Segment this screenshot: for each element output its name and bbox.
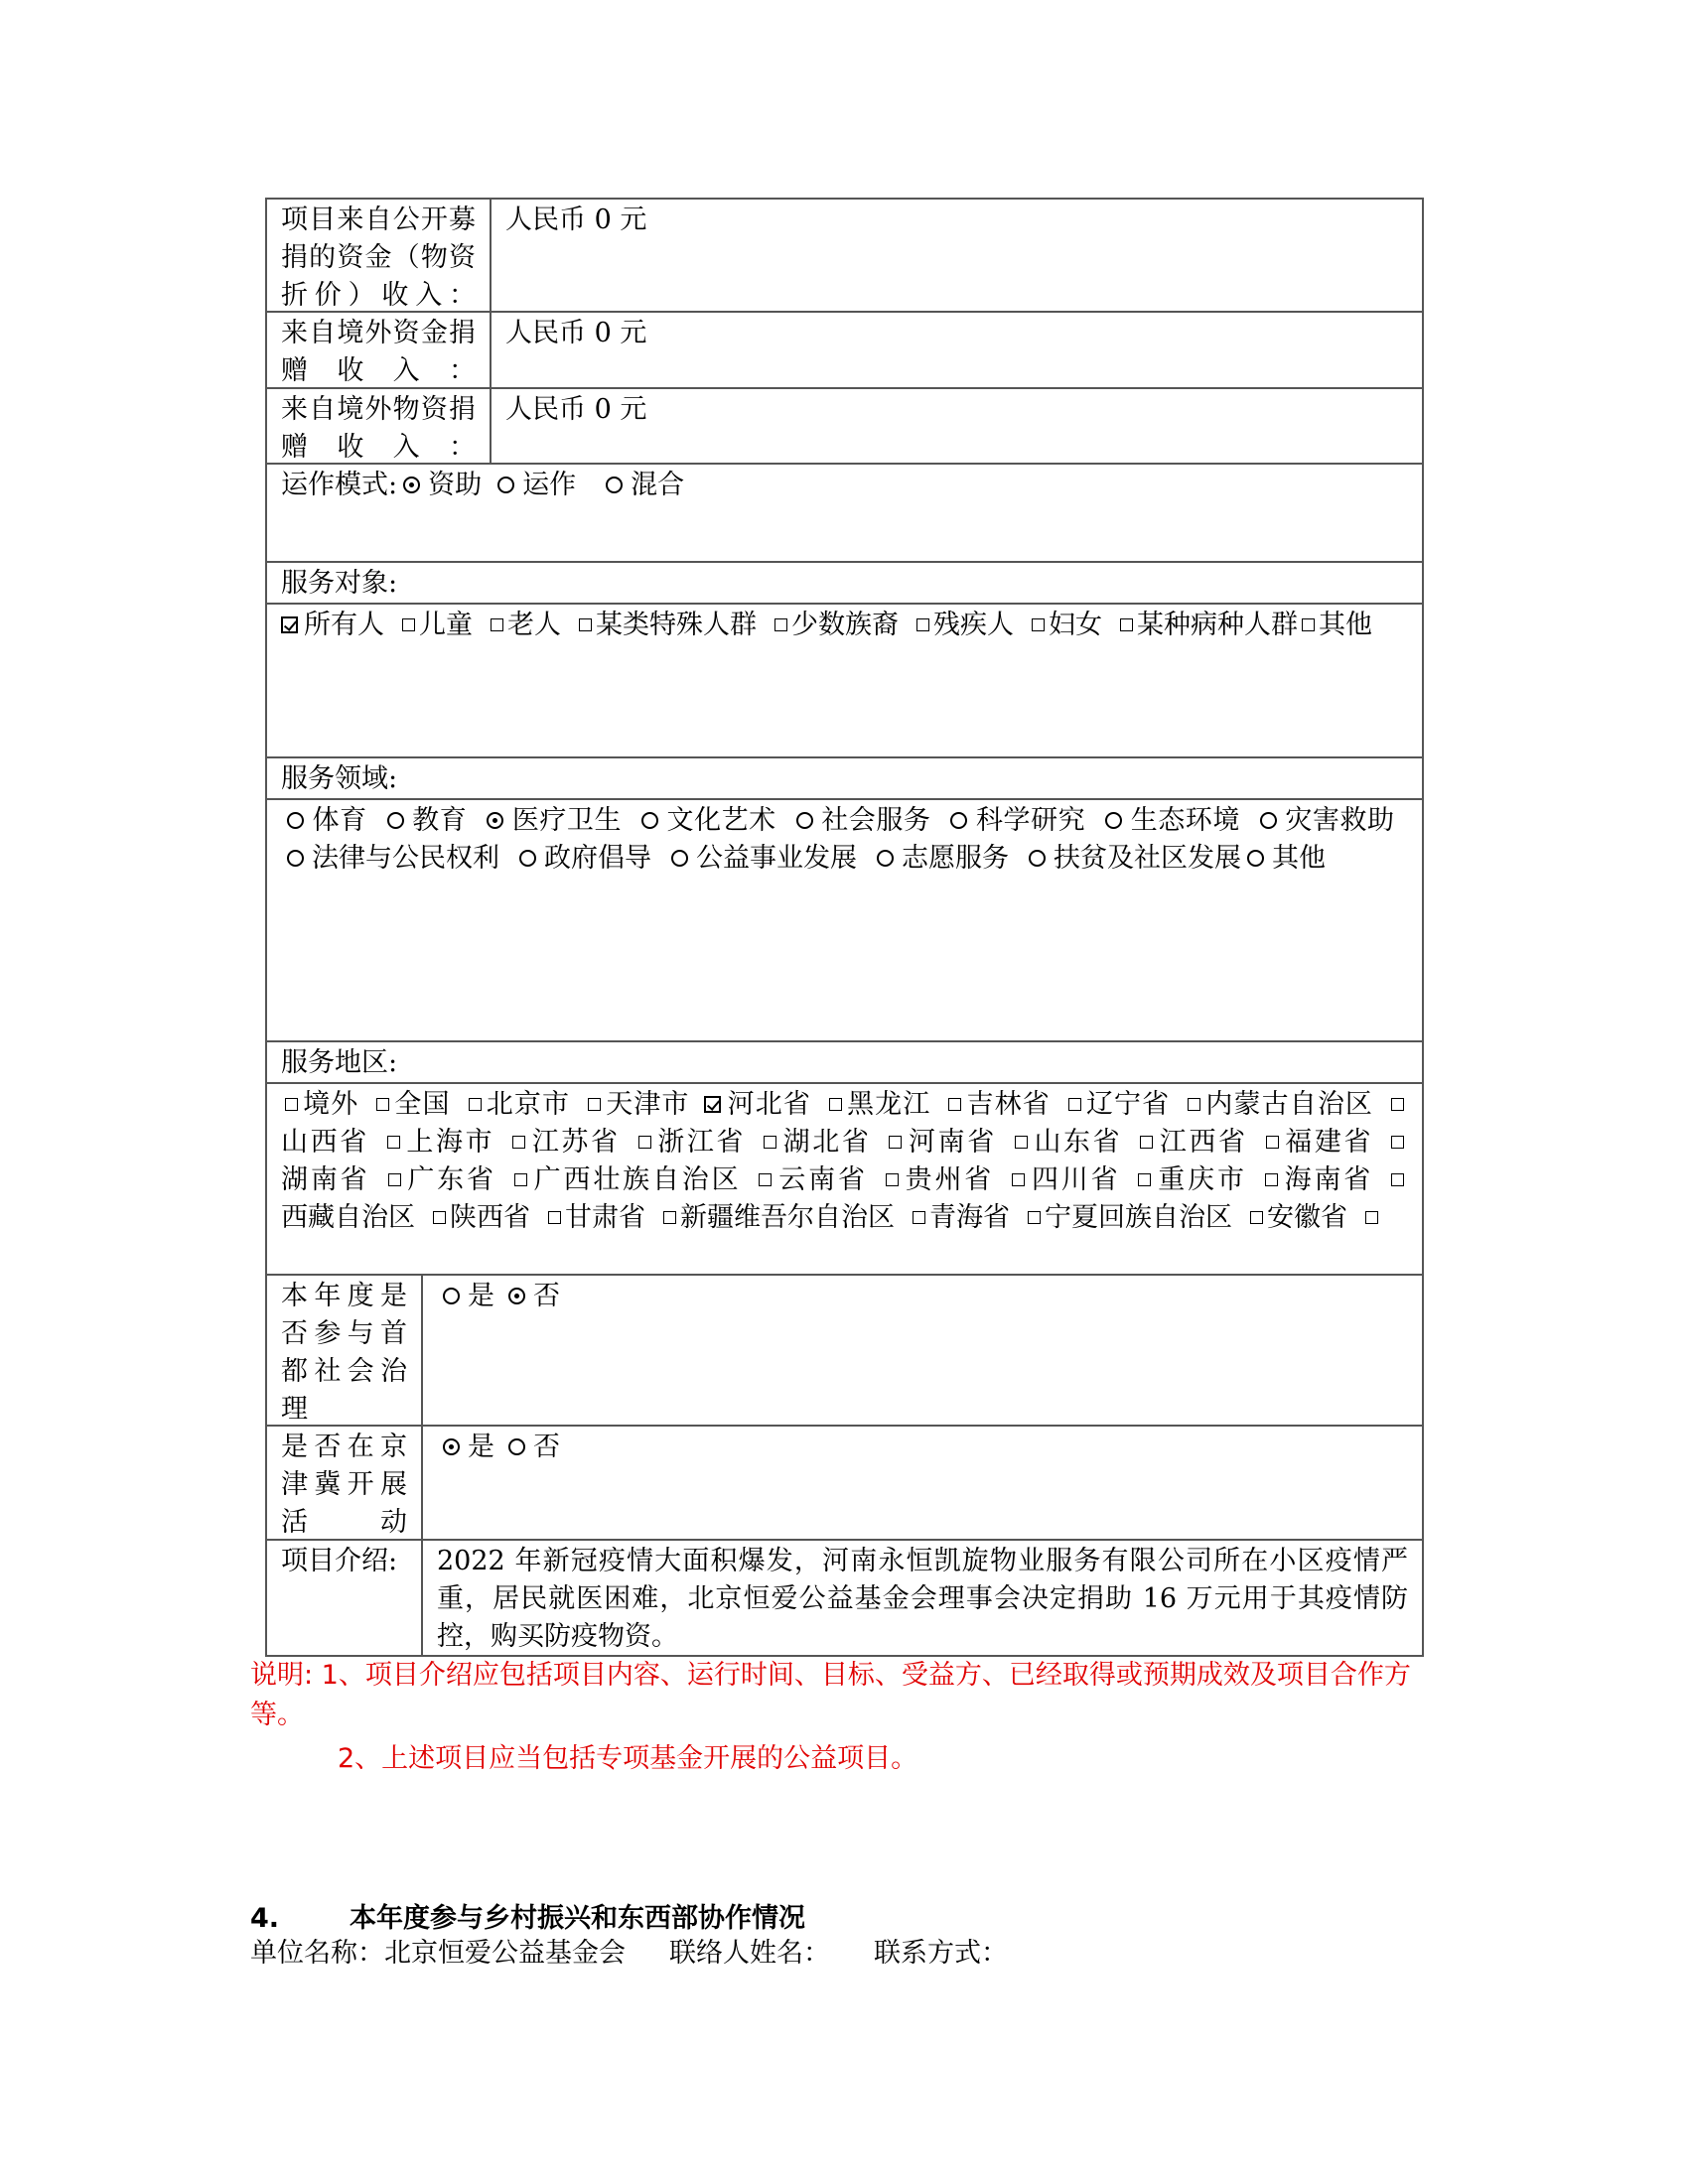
note-1: 说明: 1、项目介绍应包括项目内容、运行时间、目标、受益方、已经取得或预期成效及项目合作方等。 [250, 1660, 1411, 1730]
contact-phone-label: 联系方式： [874, 1938, 1008, 1969]
service-targets-label: 服务对象: [281, 568, 398, 599]
overseas-fund-label: 来自境外资金捐赠收入： [267, 313, 492, 387]
field-option: 政府倡导 [544, 843, 651, 874]
radio-yes-icon[interactable] [443, 1288, 460, 1304]
radio-icon[interactable] [950, 812, 967, 829]
radio-icon[interactable] [796, 812, 813, 829]
service-targets-row [267, 603, 1422, 756]
radio-mixed-icon[interactable] [606, 477, 623, 493]
radio-icon[interactable] [671, 850, 688, 867]
checkbox-icon[interactable] [1365, 1211, 1378, 1224]
jjj-activity-row [267, 1425, 1422, 1539]
field-option: 体育 [312, 805, 367, 836]
checkbox-icon[interactable] [1266, 1136, 1279, 1149]
region-option: 湖北省 [780, 1127, 872, 1158]
field-option: 扶贫及社区发展 [1054, 843, 1241, 874]
overseas-goods-row [267, 387, 1422, 463]
checkbox-icon[interactable] [388, 1173, 401, 1186]
checkbox-icon[interactable] [1012, 1173, 1025, 1186]
operation-mode [267, 465, 1422, 561]
service-regions-label-row [267, 1040, 1422, 1082]
checkbox-icon[interactable] [1068, 1098, 1081, 1111]
checkbox-icon[interactable] [886, 1173, 899, 1186]
section-heading [250, 1896, 805, 1935]
jjj-activity-options [423, 1427, 1422, 1539]
radio-icon[interactable] [1260, 812, 1277, 829]
option-funding: 资助 [428, 470, 483, 500]
project-intro-row [267, 1539, 1422, 1655]
checkbox-icon[interactable] [1140, 1136, 1153, 1149]
region-option: 辽宁省 [1084, 1089, 1171, 1120]
service-fields-row [267, 798, 1422, 1040]
checkbox-icon[interactable] [948, 1098, 961, 1111]
checkbox-icon[interactable] [916, 618, 929, 631]
region-option: 西藏自治区 [281, 1202, 415, 1233]
radio-icon[interactable] [1247, 850, 1264, 867]
region-option: 广西壮族自治区 [530, 1164, 742, 1195]
section-number: 4. [250, 1903, 280, 1934]
radio-no-icon[interactable] [508, 1438, 525, 1455]
region-option: 山东省 [1031, 1127, 1123, 1158]
checkbox-icon[interactable] [512, 1136, 525, 1149]
field-option: 其他 [1272, 843, 1326, 874]
checkbox-icon[interactable] [1391, 1136, 1404, 1149]
field-option: 文化艺术 [666, 805, 776, 836]
checkbox-icon[interactable] [1032, 618, 1045, 631]
checkbox-checked-icon[interactable] [281, 616, 298, 633]
field-option: 教育 [411, 805, 468, 836]
field-option: 灾害救助 [1284, 805, 1395, 836]
field-option: 医疗卫生 [511, 805, 622, 836]
radio-no-selected-icon[interactable] [508, 1288, 525, 1304]
radio-icon[interactable] [641, 812, 658, 829]
contact-name-label: 联络人姓名： [669, 1938, 830, 1969]
checkbox-icon[interactable] [514, 1173, 527, 1186]
capital-governance-label: 本年度是否参与首都社会治理 [267, 1276, 423, 1425]
checkbox-icon[interactable] [1302, 618, 1315, 631]
region-option: 云南省 [775, 1164, 868, 1195]
checkbox-icon[interactable] [1138, 1173, 1151, 1186]
region-option: 宁夏回族自治区 [1045, 1202, 1232, 1233]
region-option: 重庆市 [1155, 1164, 1247, 1195]
target-option: 儿童 [419, 610, 473, 640]
project-intro-value: 2022 年新冠疫情大面积爆发，河南永恒凯旋物业服务有限公司所在小区疫情严重，居民就医困难，北京恒爱公益基金会理事会决定捐助 16 万元用于其疫情防控，购买防疫物资。 [437, 1546, 1408, 1652]
region-option: 天津市 [605, 1089, 690, 1120]
project-form-table [265, 198, 1424, 1657]
operation-mode-row [267, 463, 1422, 561]
radio-yes-selected-icon[interactable] [443, 1438, 460, 1455]
checkbox-icon[interactable] [638, 1136, 651, 1149]
region-option: 湖南省 [281, 1164, 370, 1195]
region-option: 贵州省 [902, 1164, 995, 1195]
radio-icon[interactable] [287, 812, 304, 829]
region-option: 陕西省 [450, 1202, 530, 1233]
region-option: 浙江省 [654, 1127, 747, 1158]
radio-operate-icon[interactable] [497, 477, 514, 493]
option-yes: 是 [468, 1281, 494, 1311]
option-no: 否 [533, 1432, 560, 1462]
checkbox-icon[interactable] [469, 1098, 482, 1111]
target-option: 所有人 [304, 610, 384, 640]
checkbox-icon[interactable] [759, 1173, 772, 1186]
region-option: 吉林省 [965, 1089, 1051, 1120]
region-option: 黑龙江 [845, 1089, 931, 1120]
overseas-fund-row [267, 311, 1422, 387]
option-mixed: 混合 [631, 470, 685, 500]
target-option: 老人 [507, 610, 561, 640]
target-option: 某类特殊人群 [596, 610, 757, 640]
checkbox-icon[interactable] [764, 1136, 776, 1149]
checkbox-icon[interactable] [387, 1136, 400, 1149]
region-option: 境外 [302, 1089, 359, 1120]
operation-mode-label: 运作模式: [281, 470, 398, 500]
target-option: 某种病种人群 [1137, 610, 1298, 640]
service-fields-label: 服务领域: [281, 763, 398, 794]
checkbox-icon[interactable] [774, 618, 787, 631]
field-option: 法律与公民权利 [312, 843, 499, 874]
target-option: 妇女 [1049, 610, 1102, 640]
checkbox-icon[interactable] [1188, 1098, 1200, 1111]
service-fields-label-row [267, 756, 1422, 798]
field-option: 生态环境 [1130, 805, 1240, 836]
radio-icon[interactable] [387, 812, 404, 829]
region-option: 新疆维吾尔自治区 [680, 1202, 895, 1233]
region-option: 河南省 [906, 1127, 997, 1158]
service-fields-options [267, 800, 1422, 1040]
checkbox-icon[interactable] [579, 618, 592, 631]
overseas-goods-value: 人民币 0 元 [505, 394, 647, 425]
checkbox-icon[interactable] [491, 618, 503, 631]
radio-funding-icon[interactable] [403, 477, 420, 493]
checkbox-icon[interactable] [1250, 1211, 1263, 1224]
overseas-goods-label: 来自境外物资捐赠收入： [267, 389, 492, 463]
field-option: 公益事业发展 [696, 843, 857, 874]
project-intro-label: 项目介绍: [267, 1541, 423, 1655]
service-regions-row [267, 1082, 1422, 1274]
region-option: 甘肃省 [565, 1202, 645, 1233]
overseas-fund-value: 人民币 0 元 [505, 318, 647, 348]
checkbox-icon[interactable] [1391, 1098, 1404, 1111]
checkbox-icon[interactable] [1028, 1211, 1041, 1224]
region-option: 江西省 [1157, 1127, 1248, 1158]
checkbox-icon[interactable] [376, 1098, 389, 1111]
checkbox-icon[interactable] [1015, 1136, 1028, 1149]
checkbox-icon[interactable] [1120, 618, 1133, 631]
checkbox-icon[interactable] [889, 1136, 902, 1149]
target-option: 少数族裔 [791, 610, 899, 640]
radio-icon[interactable] [519, 850, 536, 867]
unit-info [250, 1934, 1052, 1974]
region-option: 广东省 [404, 1164, 496, 1195]
radio-selected-icon[interactable] [487, 812, 503, 829]
option-no: 否 [533, 1281, 560, 1311]
region-option: 河北省 [726, 1089, 811, 1120]
field-option: 志愿服务 [902, 843, 1009, 874]
capital-governance-options [423, 1276, 1422, 1425]
region-option: 山西省 [281, 1127, 369, 1158]
field-option: 科学研究 [975, 805, 1086, 836]
region-option: 福建省 [1282, 1127, 1374, 1158]
option-yes: 是 [468, 1432, 494, 1462]
checkbox-icon[interactable] [548, 1211, 561, 1224]
checkbox-icon[interactable] [433, 1211, 446, 1224]
checkbox-icon[interactable] [1265, 1173, 1278, 1186]
region-option: 上海市 [403, 1127, 495, 1158]
region-option: 内蒙古自治区 [1204, 1089, 1374, 1120]
target-option: 残疾人 [933, 610, 1014, 640]
radio-icon[interactable] [287, 850, 304, 867]
service-regions-options [267, 1084, 1422, 1274]
public-fundraising-row [267, 200, 1422, 311]
checkbox-icon[interactable] [829, 1098, 842, 1111]
section-title: 本年度参与乡村振兴和东西部协作情况 [350, 1903, 805, 1934]
service-regions-label: 服务地区: [281, 1047, 398, 1078]
capital-governance-row [267, 1274, 1422, 1425]
checkbox-icon[interactable] [588, 1098, 601, 1111]
checkbox-icon[interactable] [402, 618, 415, 631]
jjj-activity-label: 是否在京津冀开展活动 [267, 1427, 423, 1539]
public-fundraising-label: 项目来自公开募捐的资金（物资折价）收入： [267, 200, 492, 311]
target-option: 其他 [1319, 610, 1372, 640]
region-option: 安徽省 [1267, 1202, 1347, 1233]
region-option: 全国 [393, 1089, 451, 1120]
radio-icon[interactable] [1105, 812, 1122, 829]
region-option: 江苏省 [529, 1127, 621, 1158]
radio-icon[interactable] [1029, 850, 1046, 867]
field-option: 社会服务 [820, 805, 931, 836]
note-2: 2、上述项目应当包括专项基金开展的公益项目。 [338, 1743, 918, 1774]
region-option: 青海省 [929, 1202, 1010, 1233]
public-fundraising-value: 人民币 0 元 [505, 205, 647, 235]
service-targets-label-row [267, 561, 1422, 603]
unit-name: 单位名称：北京恒爱公益基金会 [250, 1938, 626, 1969]
radio-icon[interactable] [877, 850, 894, 867]
checkbox-icon[interactable] [285, 1098, 298, 1111]
region-option: 北京市 [485, 1089, 571, 1120]
service-targets-options [267, 605, 1422, 756]
checkbox-icon[interactable] [1391, 1173, 1404, 1186]
region-option: 海南省 [1281, 1164, 1374, 1195]
region-option: 四川省 [1029, 1164, 1121, 1195]
checkbox-icon[interactable] [663, 1211, 676, 1224]
checkbox-icon[interactable] [913, 1211, 925, 1224]
option-operate: 运作 [522, 470, 577, 500]
checkbox-checked-icon[interactable] [704, 1096, 721, 1113]
